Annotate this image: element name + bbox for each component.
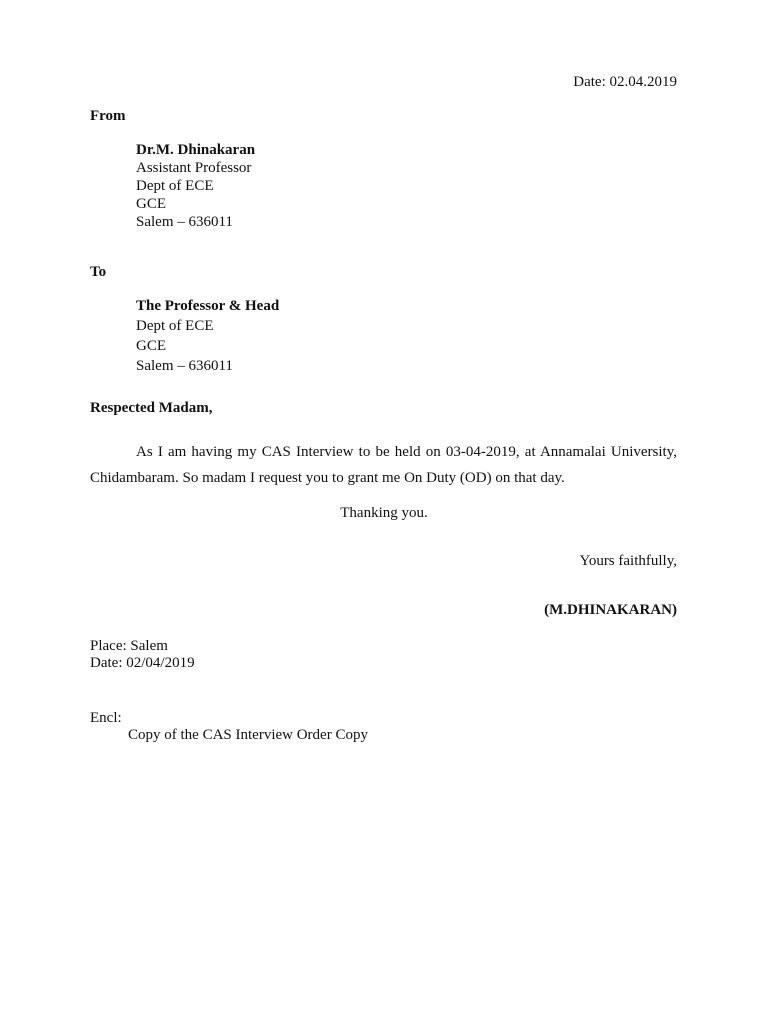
salutation: Respected Madam, — [90, 400, 213, 416]
body-line-2: Chidambaram. So madam I request you to grant me On Duty (OD) on that day. — [90, 470, 565, 486]
to-address — [136, 297, 279, 376]
signature-name: (M.DHINAKARAN) — [544, 602, 677, 618]
from-name: Dr.M. Dhinakaran — [136, 142, 256, 158]
place-line: Place: Salem — [90, 638, 168, 654]
thanks-line: Thanking you. — [340, 505, 428, 521]
to-line: GCE — [136, 338, 166, 354]
from-line: GCE — [136, 196, 166, 212]
from-address — [136, 141, 255, 231]
to-heading: To — [90, 264, 107, 280]
from-line: Assistant Professor — [136, 160, 252, 176]
from-line: Salem – 636011 — [136, 214, 233, 230]
to-line: Salem – 636011 — [136, 358, 233, 374]
body-line-1: As I am having my CAS Interview to be held on 03-04-2019, at Annamalai University, — [136, 444, 677, 460]
to-line: Dept of ECE — [136, 318, 214, 334]
to-name: The Professor & Head — [136, 298, 280, 314]
enclosure-heading: Encl: — [90, 710, 122, 726]
date-footer: Date: 02/04/2019 — [90, 655, 195, 671]
from-line: Dept of ECE — [136, 178, 214, 194]
enclosure-item: Copy of the CAS Interview Order Copy — [128, 727, 368, 743]
from-heading: From — [90, 108, 126, 124]
date-header: Date: 02.04.2019 — [573, 74, 677, 90]
closing-line: Yours faithfully, — [579, 553, 677, 569]
